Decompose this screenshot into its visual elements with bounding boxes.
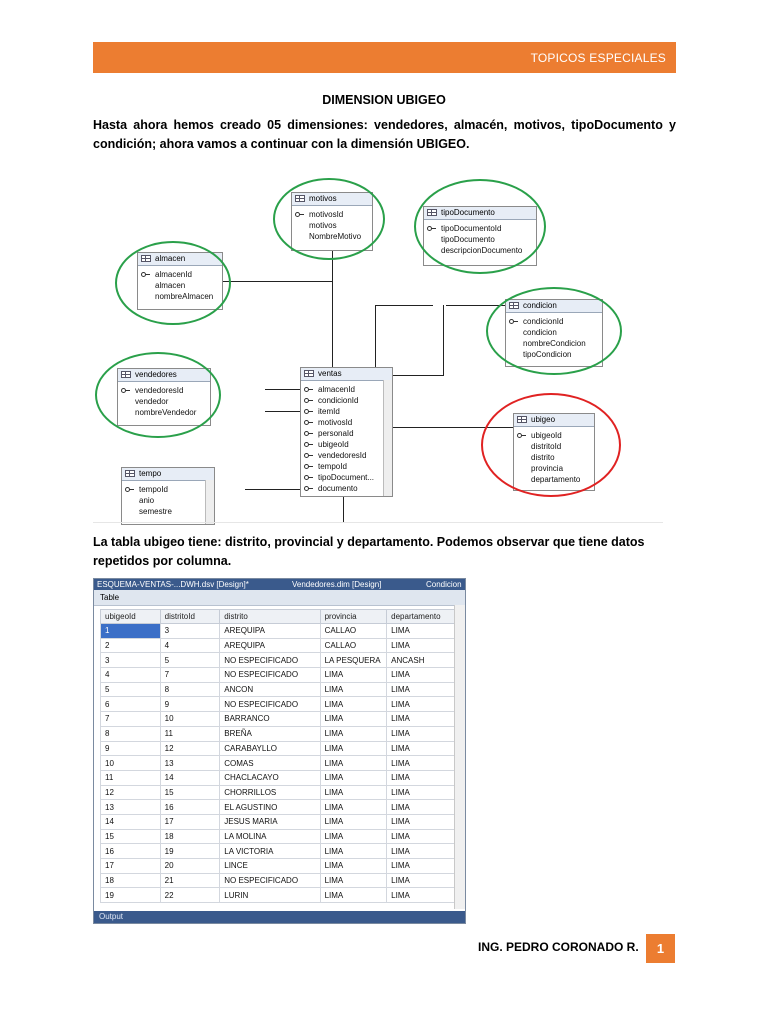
table-cell[interactable]: LIMA [387, 668, 465, 683]
table-icon [125, 470, 135, 477]
table-cell[interactable]: 13 [101, 800, 161, 815]
table-row[interactable] [101, 712, 465, 727]
table-cell[interactable]: LIMA [320, 682, 387, 697]
table-row[interactable] [101, 873, 465, 888]
table-cell[interactable]: LIMA [387, 638, 465, 653]
column-header[interactable]: distritoId [160, 610, 220, 624]
table-cell[interactable]: 20 [160, 859, 220, 874]
table-cell[interactable]: LA PESQUERA [320, 653, 387, 668]
field: vendedor [135, 397, 169, 406]
table-cell[interactable]: CHORRILLOS [220, 785, 320, 800]
table-cell[interactable]: 16 [101, 844, 161, 859]
table-cell[interactable]: 5 [160, 653, 220, 668]
key-icon [304, 420, 313, 424]
table-cell[interactable]: 16 [160, 800, 220, 815]
field: documento [318, 484, 358, 493]
vertical-scrollbar[interactable] [454, 605, 465, 909]
table-cell[interactable]: 8 [160, 682, 220, 697]
table-name: almacen [155, 254, 186, 263]
table-row[interactable] [101, 859, 465, 874]
key-icon [304, 398, 313, 402]
table-cell[interactable]: LIMA [387, 785, 465, 800]
table-cell[interactable]: 21 [160, 873, 220, 888]
key-icon [304, 409, 313, 413]
connector-line [375, 305, 433, 306]
highlight-circle [115, 241, 231, 325]
field: tipoDocumento [441, 235, 495, 244]
table-row[interactable] [101, 638, 465, 653]
field: motivos [309, 221, 337, 230]
field: provincia [531, 464, 564, 473]
table-cell[interactable]: 13 [160, 756, 220, 771]
field: semestre [139, 507, 172, 516]
table-cell[interactable]: LIMA [387, 859, 465, 874]
table-cell[interactable]: LA MOLINA [220, 829, 320, 844]
table-cell[interactable]: LIMA [320, 668, 387, 683]
key-icon [304, 475, 313, 479]
connector-line [443, 305, 444, 375]
field: condicionId [523, 317, 564, 326]
table-row[interactable] [101, 829, 465, 844]
table-cell[interactable]: 18 [101, 873, 161, 888]
table-row[interactable] [101, 814, 465, 829]
table-cell[interactable]: LIMA [387, 800, 465, 815]
field: tempoId [139, 485, 168, 494]
table-name: tempo [139, 469, 162, 478]
table-cell[interactable]: BARRANCO [220, 712, 320, 727]
connector-line [245, 489, 300, 490]
field: nombreCondicion [523, 339, 586, 348]
table-cell[interactable]: LIMA [320, 888, 387, 903]
table-cell[interactable]: 9 [160, 697, 220, 712]
intro-paragraph: Hasta ahora hemos creado 05 dimensiones: vendedores, almacén, motivos, tipoDocumento y condición; ahora vamos a continuar con la dimensión UBIGEO. [93, 118, 676, 151]
table-cell[interactable]: 22 [160, 888, 220, 903]
table-cell[interactable]: 8 [101, 726, 161, 741]
table-cell[interactable]: LIMA [387, 829, 465, 844]
key-icon [304, 453, 313, 457]
table-cell[interactable]: LIMA [387, 888, 465, 903]
column-header[interactable]: ubigeoId [101, 610, 161, 624]
table-cell[interactable]: LIMA [320, 785, 387, 800]
table-cell[interactable]: LINCE [220, 859, 320, 874]
table-cell[interactable]: 3 [101, 653, 161, 668]
field: personaId [318, 429, 354, 438]
diagram-bottom-edge [93, 522, 663, 523]
table-cell[interactable]: 19 [101, 888, 161, 903]
table-cell[interactable]: 6 [101, 697, 161, 712]
table-cell[interactable]: NO ESPECIFICADO [220, 873, 320, 888]
table-cell[interactable]: LIMA [387, 726, 465, 741]
table-cell[interactable]: LIMA [387, 697, 465, 712]
table-cell[interactable]: LIMA [320, 859, 387, 874]
table-cell[interactable]: LA VICTORIA [220, 844, 320, 859]
key-icon [304, 387, 313, 391]
table-cell[interactable]: LIMA [320, 726, 387, 741]
table-cell[interactable]: 5 [101, 682, 161, 697]
table-name: motivos [309, 194, 337, 203]
table-row[interactable] [101, 888, 465, 903]
table-cell[interactable]: LIMA [387, 624, 465, 639]
table-cell[interactable]: ANCASH [387, 653, 465, 668]
table-cell[interactable]: ANCON [220, 682, 320, 697]
paragraph-ubigeo: La tabla ubigeo tiene: distrito, provincial y departamento. Podemos observar que tiene datos repetidos por columna. [93, 535, 645, 568]
table-cell[interactable]: 17 [101, 859, 161, 874]
scrollbar[interactable] [205, 480, 214, 524]
field: almacenId [155, 270, 192, 279]
highlight-circle-red [481, 393, 621, 497]
table-tempo [121, 467, 215, 525]
header-bar [93, 42, 676, 73]
table-cell[interactable]: EL AGUSTINO [220, 800, 320, 815]
table-cell[interactable]: 4 [160, 638, 220, 653]
table-cell[interactable]: 11 [160, 726, 220, 741]
table-cell[interactable]: NO ESPECIFICADO [220, 668, 320, 683]
field: nombreVendedor [135, 408, 197, 417]
table-name: ventas [318, 369, 342, 378]
tab-vendedores[interactable]: Vendedores.dim [Design] [292, 580, 382, 589]
table-cell[interactable]: LIMA [320, 800, 387, 815]
document-title: DIMENSION UBIGEO [322, 93, 446, 107]
table-cell[interactable]: NO ESPECIFICADO [220, 697, 320, 712]
table-cell[interactable]: 12 [101, 785, 161, 800]
table-cell[interactable]: LIMA [387, 741, 465, 756]
table-row[interactable] [101, 653, 465, 668]
field: almacen [155, 281, 186, 290]
table-cell[interactable]: 18 [160, 829, 220, 844]
field: tipoCondicion [523, 350, 572, 359]
table-cell[interactable]: COMAS [220, 756, 320, 771]
table-cell[interactable]: BREÑA [220, 726, 320, 741]
field: NombreMotivo [309, 232, 362, 241]
table-cell[interactable]: LIMA [320, 829, 387, 844]
table-cell[interactable]: LIMA [320, 814, 387, 829]
table-cell[interactable]: CHACLACAYO [220, 770, 320, 785]
table-cell[interactable]: LIMA [387, 873, 465, 888]
connector-line [332, 249, 333, 372]
table-cell[interactable]: 11 [101, 770, 161, 785]
table-row[interactable] [101, 697, 465, 712]
table-cell[interactable]: LIMA [320, 697, 387, 712]
tab-table[interactable]: Table [100, 593, 120, 602]
header-title: TOPICOS ESPECIALES [530, 51, 666, 65]
table-cell[interactable]: CALLAO [320, 624, 387, 639]
highlight-circle [414, 179, 546, 274]
table-cell[interactable]: AREQUIPA [220, 638, 320, 653]
table-cell[interactable]: LIMA [320, 844, 387, 859]
field: tipoDocument... [318, 473, 375, 482]
field: tipoDocumentoId [441, 224, 502, 233]
table-cell[interactable]: JESUS MARIA [220, 814, 320, 829]
table-cell[interactable]: 2 [101, 638, 161, 653]
table-cell[interactable]: LIMA [387, 756, 465, 771]
table-row[interactable] [101, 800, 465, 815]
document-tabs [94, 579, 465, 590]
highlight-circle [273, 178, 385, 260]
connector-line [391, 375, 444, 376]
highlight-circle [486, 287, 622, 375]
connector-line [375, 305, 376, 371]
table-cell[interactable]: LIMA [387, 770, 465, 785]
table-name: vendedores [135, 370, 177, 379]
column-header[interactable]: departamento [387, 610, 465, 624]
table-cell[interactable]: LIMA [387, 814, 465, 829]
table-cell[interactable]: 10 [160, 712, 220, 727]
table-row[interactable] [101, 770, 465, 785]
table-name: ubigeo [531, 415, 556, 424]
table-row[interactable] [101, 668, 465, 683]
field: vendedoresId [135, 386, 184, 395]
table-cell[interactable]: 3 [160, 624, 220, 639]
table-row[interactable] [101, 785, 465, 800]
column-header[interactable]: distrito [220, 610, 320, 624]
table-ventas [300, 367, 393, 497]
table-cell[interactable]: CALLAO [320, 638, 387, 653]
key-icon [304, 431, 313, 435]
field: distrito [531, 453, 555, 462]
table-cell[interactable]: 10 [101, 756, 161, 771]
table-cell[interactable]: 15 [101, 829, 161, 844]
field: condicion [523, 328, 557, 337]
table-cell[interactable]: LIMA [320, 756, 387, 771]
highlight-circle [95, 352, 221, 438]
table-cell[interactable]: 4 [101, 668, 161, 683]
table-row[interactable] [101, 726, 465, 741]
field: departamento [531, 475, 581, 484]
table-name: condicion [523, 301, 557, 310]
table-row[interactable] [101, 624, 465, 639]
field: motivosId [318, 418, 353, 427]
field: itemId [318, 407, 340, 416]
table-cell[interactable]: LIMA [387, 844, 465, 859]
table-cell[interactable]: 12 [160, 741, 220, 756]
field: distritoId [531, 442, 562, 451]
table-cell[interactable]: NO ESPECIFICADO [220, 653, 320, 668]
table-icon [304, 370, 314, 377]
table-cell[interactable]: 14 [101, 814, 161, 829]
output-bar[interactable]: Output [94, 911, 465, 923]
table-cell[interactable]: LIMA [387, 712, 465, 727]
footer-author: ING. PEDRO CORONADO R. [478, 940, 639, 954]
table-cell[interactable]: 7 [160, 668, 220, 683]
key-icon [304, 464, 313, 468]
table-cell[interactable]: LIMA [320, 873, 387, 888]
table-row[interactable] [101, 756, 465, 771]
field: nombreAlmacen [155, 292, 214, 301]
column-header[interactable]: provincia [320, 610, 387, 624]
key-icon [304, 442, 313, 446]
schema-diagram [93, 165, 663, 523]
data-grid [100, 609, 465, 903]
table-cell[interactable]: AREQUIPA [220, 624, 320, 639]
table-cell[interactable]: 9 [101, 741, 161, 756]
key-icon [125, 487, 134, 491]
table-cell[interactable]: LIMA [320, 712, 387, 727]
table-cell[interactable]: LIMA [387, 682, 465, 697]
table-cell[interactable]: 19 [160, 844, 220, 859]
field: vendedoresId [318, 451, 367, 460]
field: tempoId [318, 462, 347, 471]
connector-line [265, 411, 300, 412]
table-cell[interactable]: 1 [101, 624, 161, 639]
tab-esquema[interactable]: ESQUEMA-VENTAS-...DWH.dsv [Design]* [97, 580, 249, 589]
field: almacenId [318, 385, 355, 394]
field: anio [139, 496, 155, 505]
table-cell[interactable]: LIMA [320, 770, 387, 785]
table-cell[interactable]: CARABAYLLO [220, 741, 320, 756]
table-name: tipoDocumento [441, 208, 495, 217]
field: motivosId [309, 210, 344, 219]
table-row[interactable] [101, 741, 465, 756]
table-cell[interactable]: LIMA [320, 741, 387, 756]
field: ubigeoId [318, 440, 349, 449]
table-cell[interactable]: 7 [101, 712, 161, 727]
field: descripcionDocumento [441, 246, 523, 255]
connector-line [265, 389, 300, 390]
table-row[interactable] [101, 844, 465, 859]
field: condicionId [318, 396, 359, 405]
table-cell[interactable]: 15 [160, 785, 220, 800]
page-number: 1 [646, 934, 675, 963]
subtab-bar [94, 590, 465, 606]
table-screenshot [93, 578, 466, 924]
scrollbar[interactable] [383, 380, 392, 496]
table-row[interactable] [101, 682, 465, 697]
table-cell[interactable]: 14 [160, 770, 220, 785]
field: ubigeoId [531, 431, 562, 440]
table-cell[interactable]: 17 [160, 814, 220, 829]
key-icon [304, 486, 313, 490]
table-cell[interactable]: LURIN [220, 888, 320, 903]
tab-condicion[interactable]: Condicion [426, 580, 462, 589]
